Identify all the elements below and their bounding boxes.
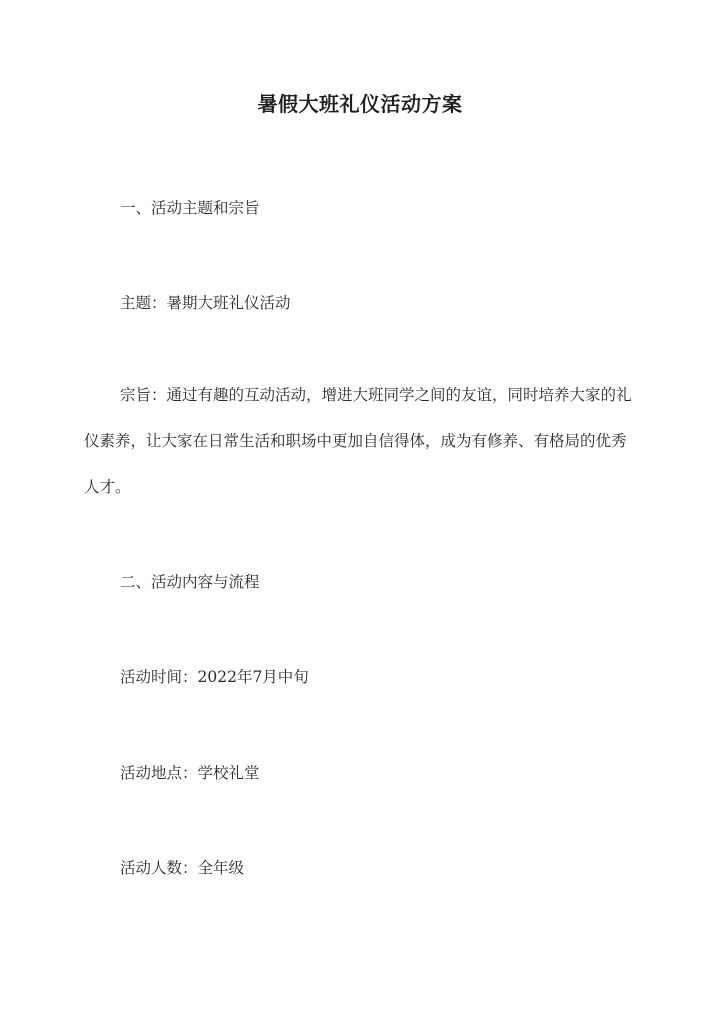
theme-line: 主题：暑期大班礼仪活动 (120, 294, 291, 312)
activity-location-line: 活动地点：学校礼堂 (120, 764, 260, 782)
section-heading-2: 二、活动内容与流程 (120, 573, 260, 591)
activity-participants-line: 活动人数：全年级 (120, 859, 245, 877)
section-heading-1: 一、活动主题和宗旨 (120, 199, 260, 217)
purpose-paragraph: 宗旨：通过有趣的互动活动，增进大班同学之间的友谊，同时培养大家的礼仪素养，让大家在日常生活和职场中更加自信得体，成为有修养、有格局的优秀人才。 (84, 386, 632, 496)
activity-time-line: 活动时间：2022年7月中旬 (120, 668, 309, 686)
document-title: 暑假大班礼仪活动方案 (257, 92, 463, 116)
